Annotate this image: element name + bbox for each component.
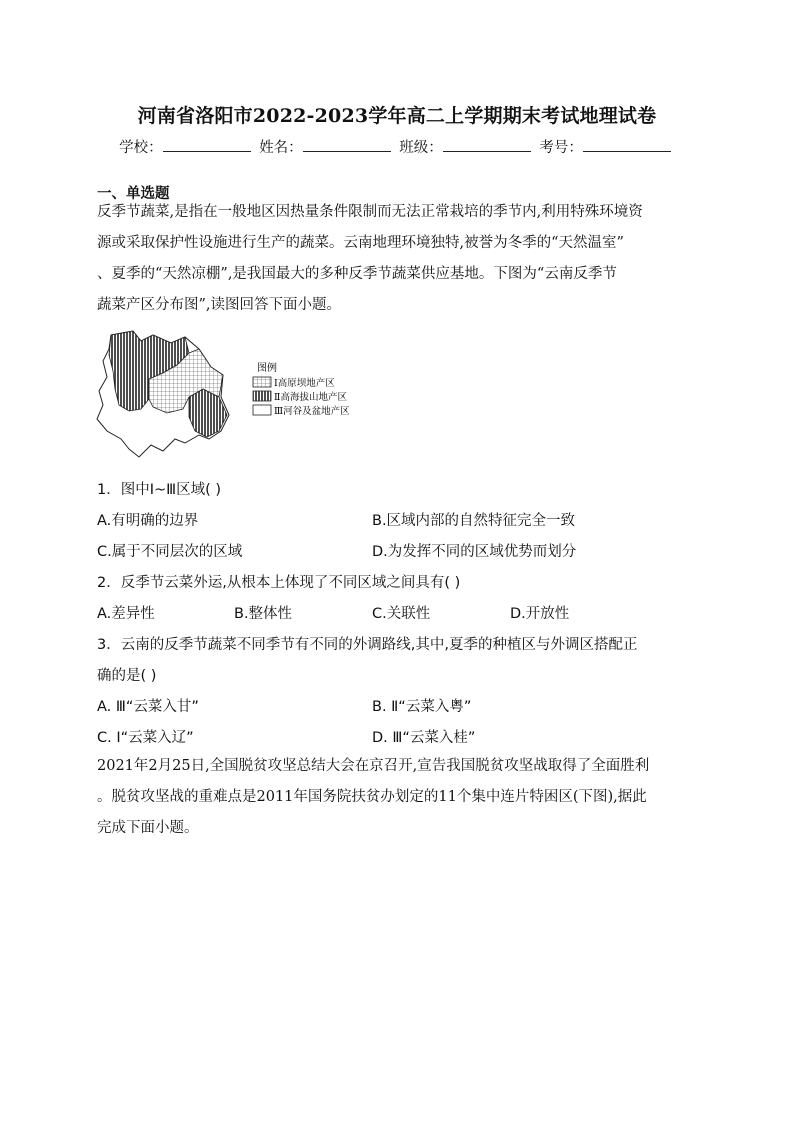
question-3-stem-line-2: 确的是( ): [97, 668, 157, 684]
number-label: 考号：: [539, 140, 583, 156]
q1-option-d[interactable]: D.为发挥不同的区域优势而划分: [372, 544, 577, 560]
passage-line: 源或采取保护性设施进行生产的蔬菜。云南地理环境独特,被誉为冬季的“天然温室”: [97, 235, 624, 251]
school-blank[interactable]: [163, 137, 251, 152]
yunnan-vegetable-region-map: [93, 327, 383, 467]
legend-item-ii: Ⅱ高海拔山地产区: [274, 392, 347, 403]
number-blank[interactable]: [583, 137, 671, 152]
student-info-row: [0, 136, 794, 157]
q3-option-a[interactable]: A. Ⅲ“云菜入甘”: [97, 699, 199, 715]
class-blank[interactable]: [443, 137, 531, 152]
legend-item-i: Ⅰ高原坝地产区: [274, 378, 335, 389]
question-2-stem: 2．反季节云菜外运,从根本上体现了不同区域之间具有( ): [97, 575, 461, 591]
question-1-stem: 1．图中Ⅰ~Ⅲ区域( ): [97, 482, 222, 498]
name-blank[interactable]: [303, 137, 391, 152]
legend-title: 图例: [257, 363, 277, 374]
q2-option-b[interactable]: B.整体性: [234, 606, 293, 622]
q2-option-c[interactable]: C.关联性: [372, 606, 431, 622]
passage-line: 、夏季的“天然凉棚”,是我国最大的多种反季节蔬菜供应基地。下图为“云南反季节: [97, 266, 617, 282]
q3-option-c[interactable]: C. Ⅰ“云菜入辽”: [97, 730, 194, 746]
q2-option-d[interactable]: D.开放性: [510, 606, 570, 622]
passage-line: 蔬菜产区分布图”,读图回答下面小题。: [97, 297, 342, 313]
school-label: 学校：: [119, 140, 163, 156]
q1-option-a[interactable]: A.有明确的边界: [97, 513, 199, 529]
class-label: 班级：: [399, 140, 443, 156]
q3-option-b[interactable]: B. Ⅱ“云菜入粤”: [372, 699, 472, 715]
passage-line: 完成下面小题。: [97, 820, 199, 836]
passage-line: 2021年2月25日,全国脱贫攻坚总结大会在京召开,宣告我国脱贫攻坚战取得了全面胜利: [97, 758, 650, 774]
legend-swatch-vlines: [253, 391, 271, 401]
section-heading: 一、单选题: [97, 186, 170, 202]
passage-line: 。脱贫攻坚战的重难点是2011年国务院扶贫办划定的11个集中连片特困区(下图),据此: [97, 789, 647, 805]
page-title: 河南省洛阳市2022-2023学年高二上学期期末考试地理试卷: [137, 105, 657, 127]
legend-swatch-grid: [253, 377, 271, 387]
passage-1: [97, 197, 697, 321]
legend-item-iii: Ⅲ河谷及盆地产区: [274, 406, 350, 417]
q1-option-c[interactable]: C.属于不同层次的区域: [97, 544, 243, 560]
q2-option-a[interactable]: A.差异性: [97, 606, 155, 622]
passage-2: [97, 751, 697, 844]
q3-option-d[interactable]: D. Ⅲ“云菜入桂”: [372, 730, 476, 746]
passage-line: 反季节蔬菜,是指在一般地区因热量条件限制而无法正常栽培的季节内,利用特殊环境资: [97, 204, 643, 220]
question-3-stem-line-1: 3．云南的反季节蔬菜不同季节有不同的外调路线,其中,夏季的种植区与外调区搭配正: [97, 637, 638, 653]
legend-swatch-blank: [253, 405, 271, 415]
name-label: 姓名：: [259, 140, 303, 156]
q1-option-b[interactable]: B.区域内部的自然特征完全一致: [372, 513, 576, 529]
